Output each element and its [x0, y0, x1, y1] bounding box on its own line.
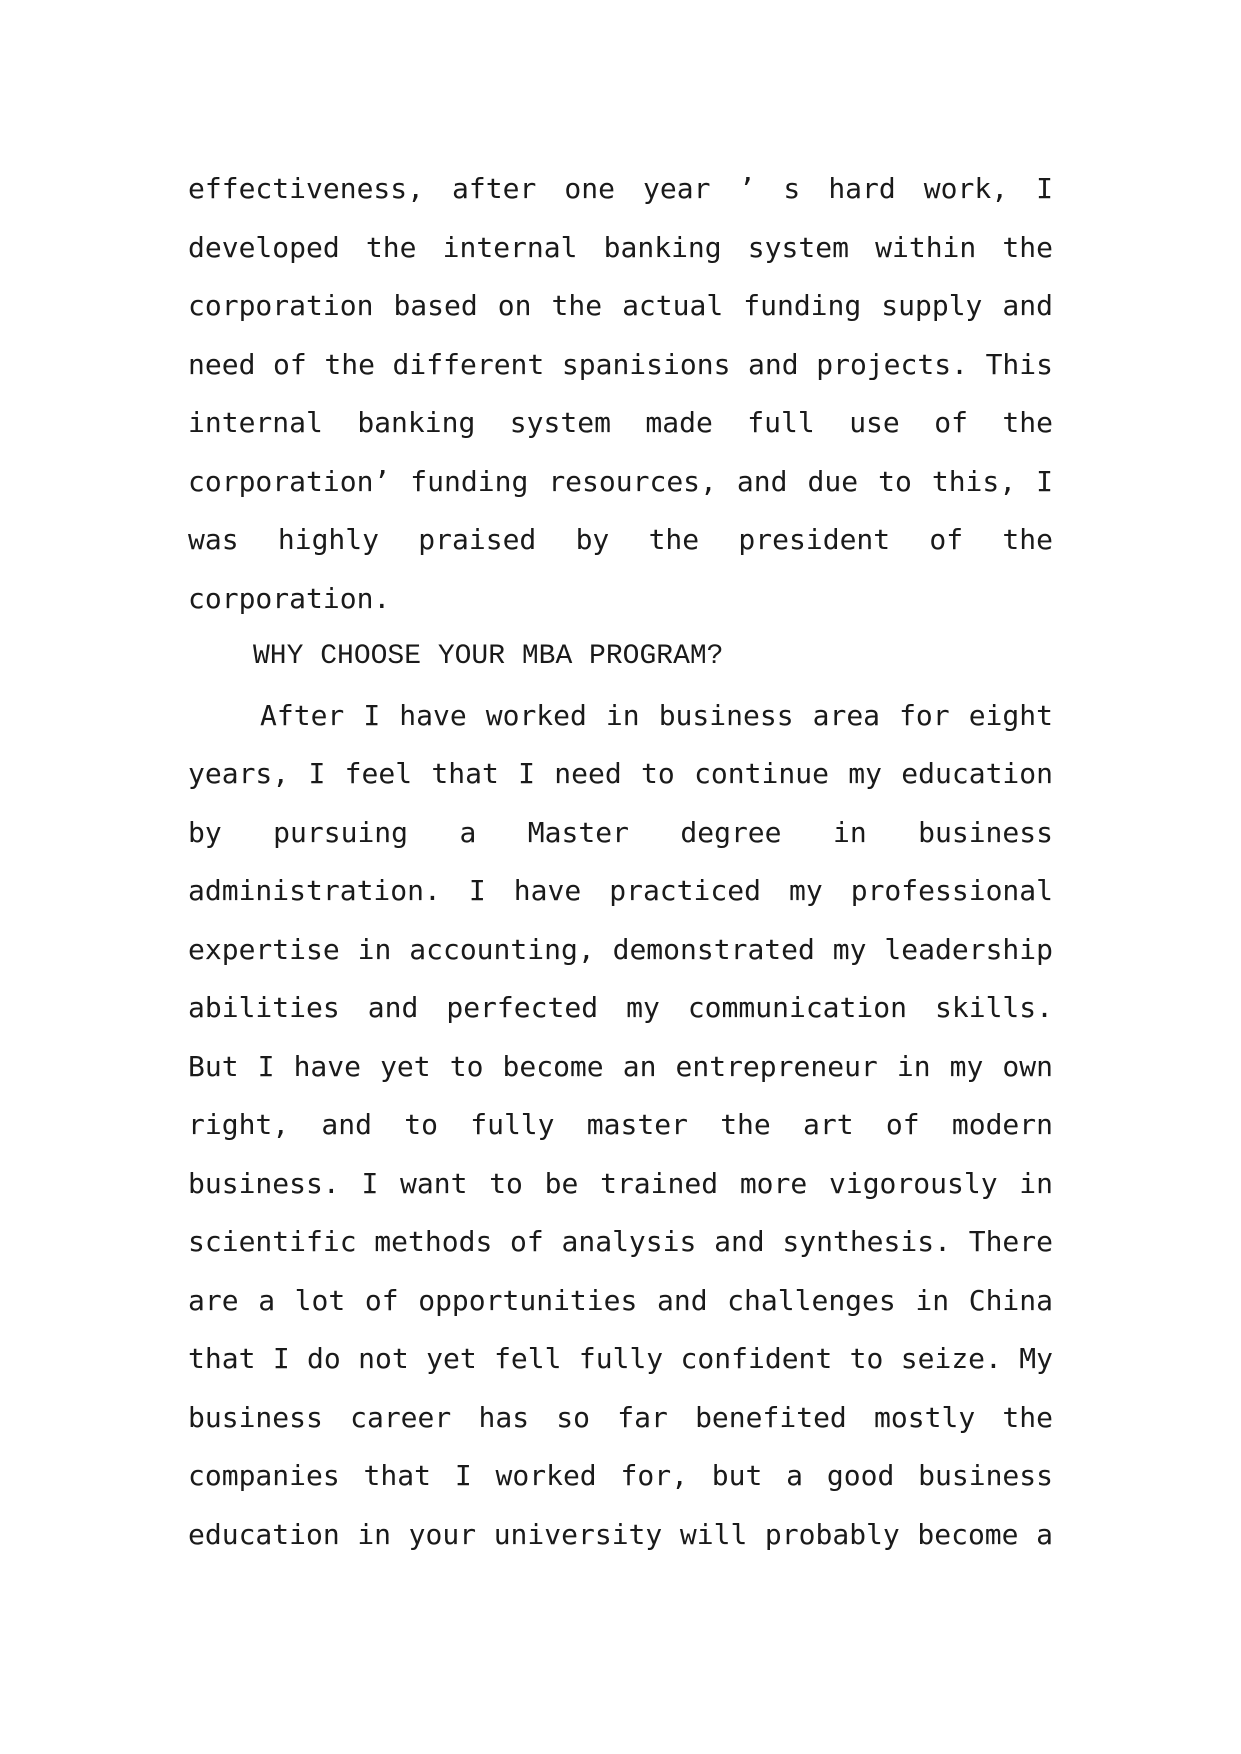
text-line: business career has so far benefited mostly the [188, 1400, 1053, 1434]
text-line: internal banking system made full use of the [188, 406, 1053, 439]
text-line: abilities and perfected my communication skills. [188, 991, 1053, 1024]
text-line: education in your university will probably become a [188, 1517, 1053, 1551]
text-line: was highly praised by the president of the [188, 523, 1053, 556]
text-line: by pursuing a Master degree in business [188, 815, 1053, 849]
text-line: effectiveness, after one year ’ s hard work, I [188, 172, 1053, 205]
text-line: business. I want to be trained more vigorously in [188, 1166, 1053, 1200]
text-line: that I do not yet fell fully confident to seize. My [188, 1342, 1053, 1375]
text-line: years, I feel that I need to continue my education [188, 757, 1053, 790]
text-line: After I have worked in business area for eight [260, 698, 1053, 732]
text-line: expertise in accounting, demonstrated my leadership [188, 932, 1053, 966]
text-line: administration. I have practiced my professional [188, 874, 1053, 907]
paragraph-why-mba [188, 687, 1053, 1565]
text-line: corporation based on the actual funding supply and [188, 289, 1053, 322]
paragraph-internal-banking [188, 160, 1053, 628]
text-line: companies that I worked for, but a good business [188, 1459, 1053, 1492]
text-line: scientific methods of analysis and synthesis. There [188, 1225, 1053, 1258]
text-line: right, and to fully master the art of modern [188, 1108, 1053, 1141]
text-line: are a lot of opportunities and challenges in China [188, 1283, 1053, 1317]
text-line: developed the internal banking system within the [188, 230, 1053, 264]
text-line: corporation. [188, 581, 391, 615]
text-line: But I have yet to become an entrepreneur in my own [188, 1049, 1053, 1083]
section-heading: WHY CHOOSE YOUR MBA PROGRAM? [253, 641, 724, 672]
text-line: corporation’ funding resources, and due to this, I [188, 464, 1053, 498]
body-text [188, 160, 1053, 1564]
text-line: need of the different spanisions and projects. This [188, 347, 1053, 381]
